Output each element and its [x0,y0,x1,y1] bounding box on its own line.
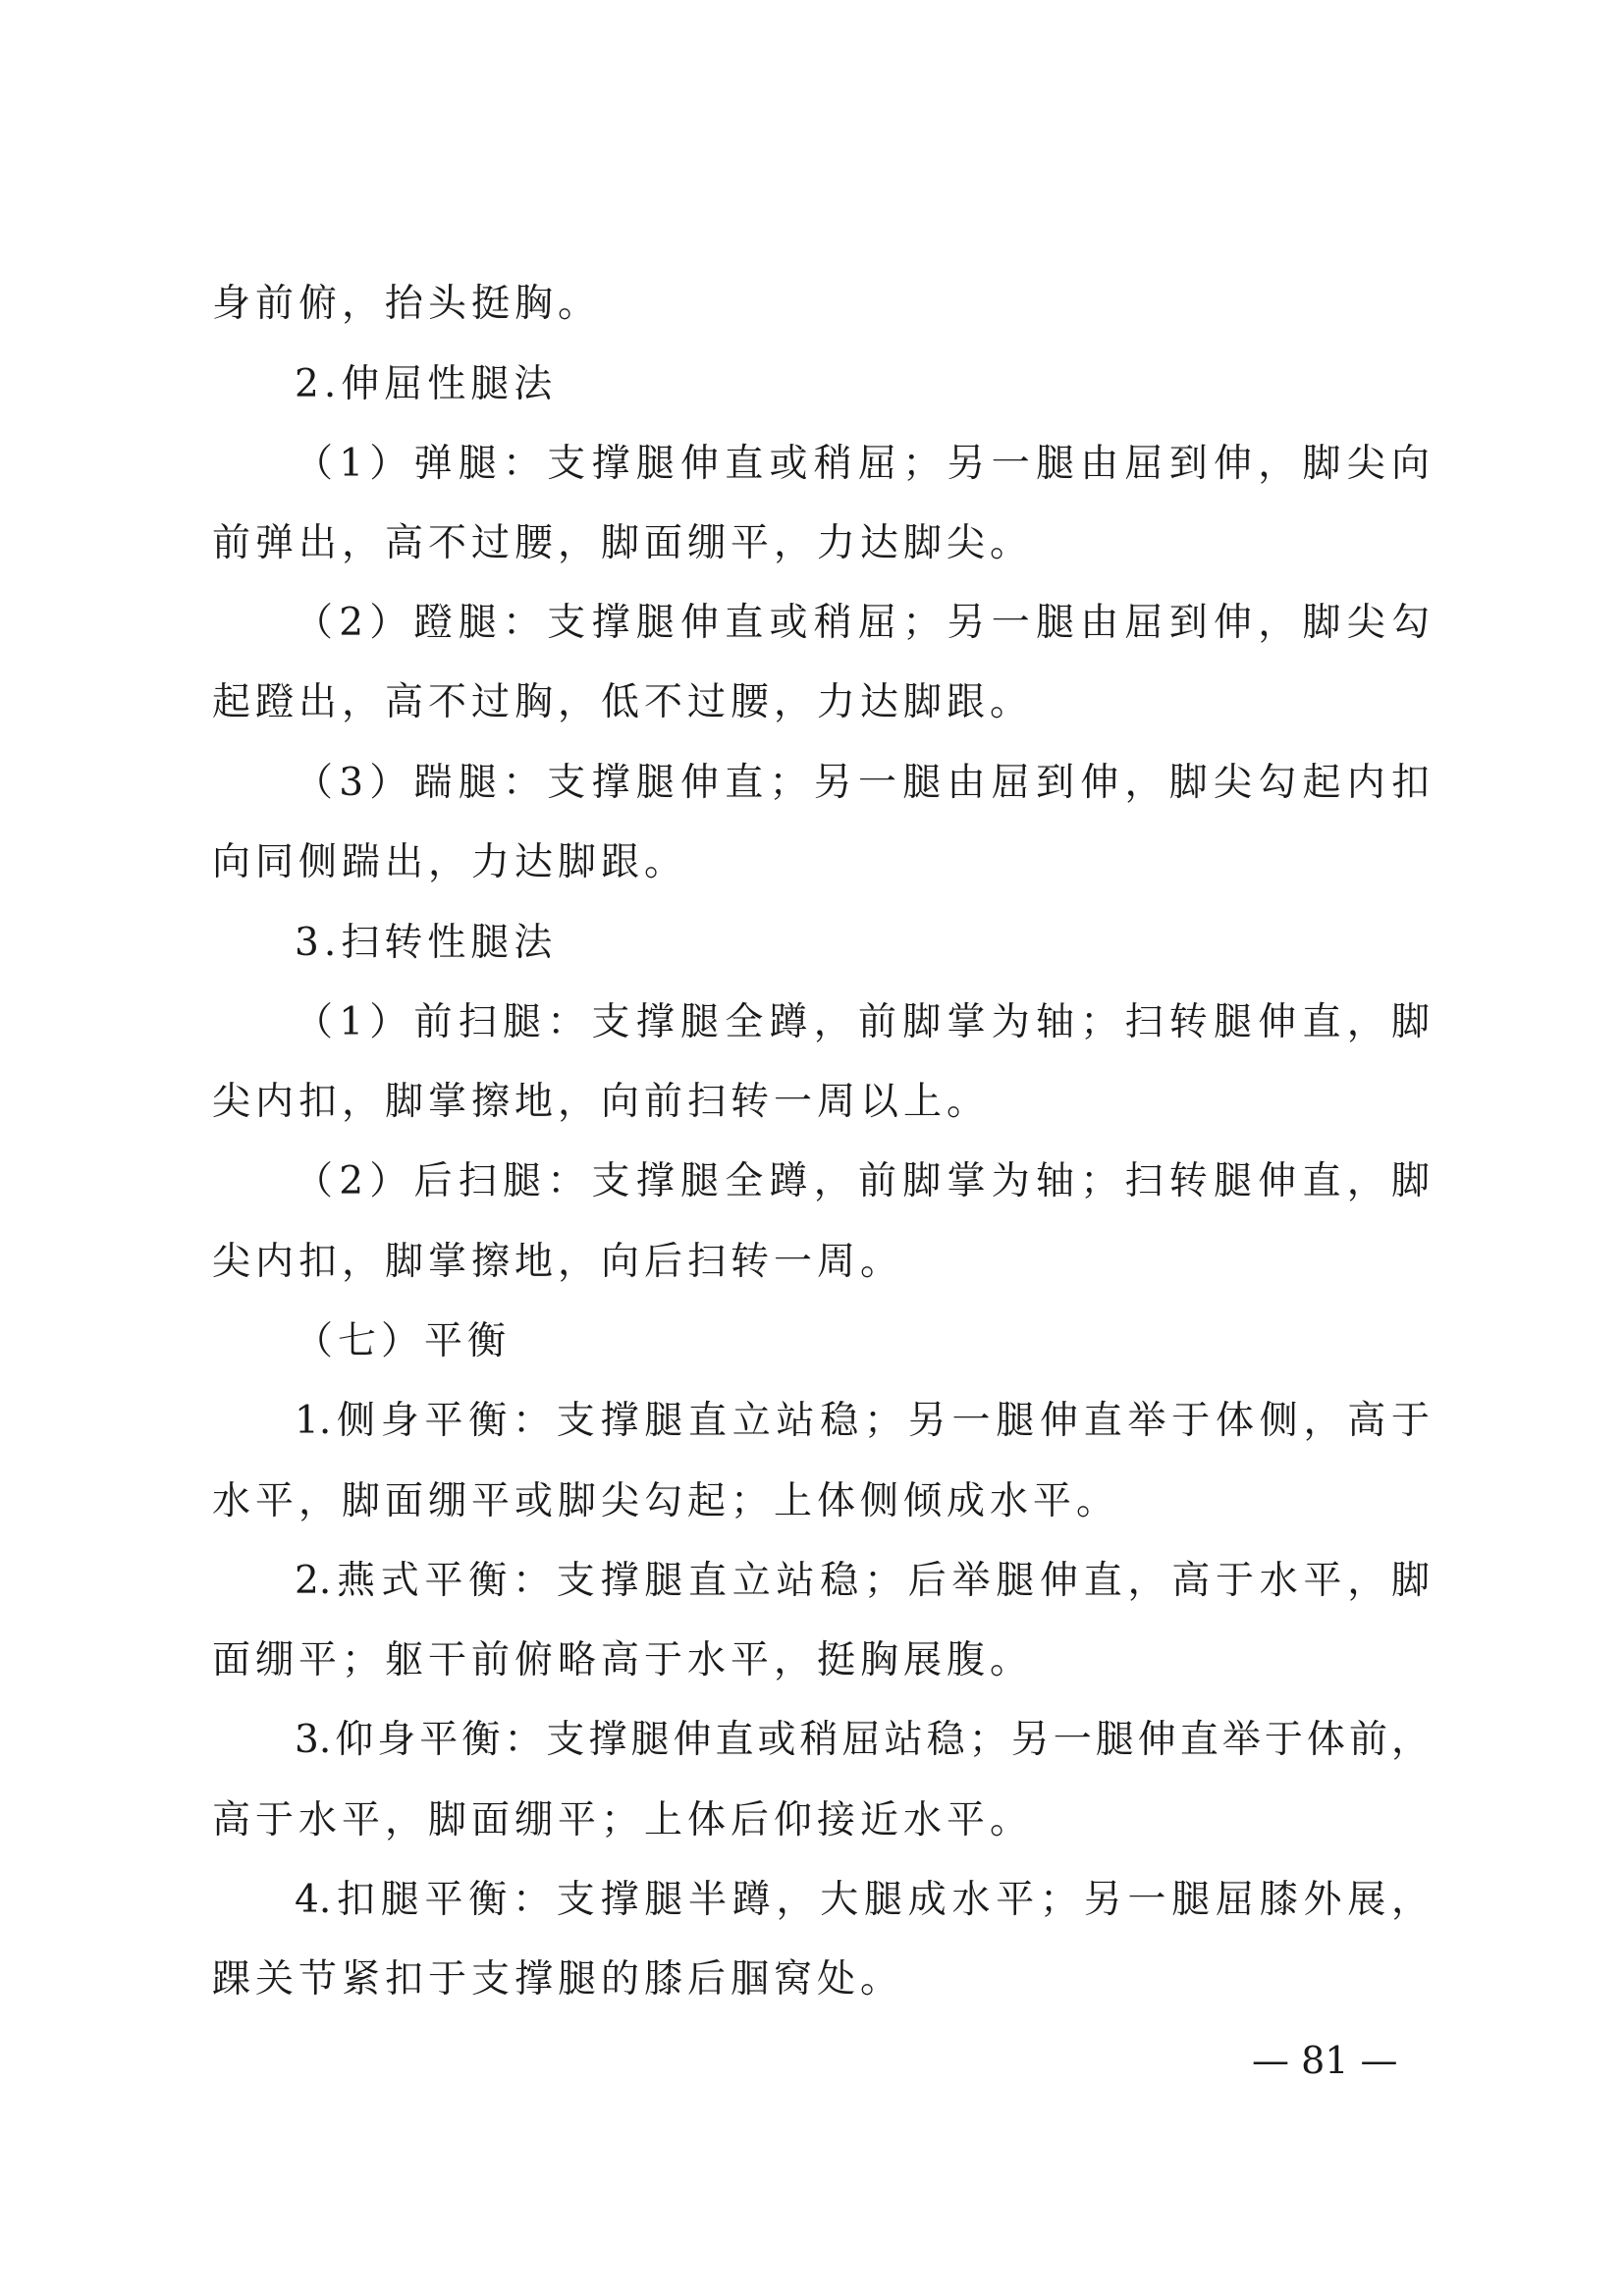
text-line-1: 身前俯，抬头挺胸。 [212,282,602,326]
text-line-5: （2）蹬腿：支撑腿伸直或稍屈；另一腿由屈到伸，脚尖勾 [295,601,1430,645]
text-line-15: 1.侧身平衡：支撑腿直立站稳；另一腿伸直举于体侧，高于 [295,1399,1430,1443]
page-number: — 81 — [1252,2039,1398,2082]
text-line-10: （1）前扫腿：支撑腿全蹲，前脚掌为轴；扫转腿伸直，脚 [295,1000,1430,1044]
text-line-17: 2.燕式平衡：支撑腿直立站稳；后举腿伸直，高于水平，脚 [295,1559,1430,1603]
text-line-6: 起蹬出，高不过胸，低不过腰，力达脚跟。 [212,680,1034,724]
text-line-19: 3.仰身平衡：支撑腿伸直或稍屈站稳；另一腿伸直举于体前， [295,1718,1430,1762]
text-line-21: 4.扣腿平衡：支撑腿半蹲，大腿成水平；另一腿屈膝外展， [295,1878,1430,1922]
text-line-4: 前弹出，高不过腰，脚面绷平，力达脚尖。 [212,521,1034,565]
text-line-12: （2）后扫腿：支撑腿全蹲，前脚掌为轴；扫转腿伸直，脚 [295,1159,1430,1203]
text-line-11: 尖内扣，脚掌擦地，向前扫转一周以上。 [212,1080,991,1124]
text-line-18: 面绷平；躯干前俯略高于水平，挺胸展腹。 [212,1638,1034,1682]
text-line-13: 尖内扣，脚掌擦地，向后扫转一周。 [212,1240,904,1284]
text-line-20: 高于水平，脚面绷平；上体后仰接近水平。 [212,1798,1034,1842]
text-line-8: 向同侧踹出，力达脚跟。 [212,840,688,884]
text-line-14: （七）平衡 [295,1319,512,1363]
text-line-16: 水平，脚面绷平或脚尖勾起；上体侧倾成水平。 [212,1479,1120,1523]
text-line-9: 3.扫转性腿法 [295,921,558,965]
text-line-7: （3）踹腿：支撑腿伸直；另一腿由屈到伸，脚尖勾起内扣 [295,761,1430,805]
text-line-3: （1）弹腿：支撑腿伸直或稍屈；另一腿由屈到伸，脚尖向 [295,442,1430,486]
text-line-2: 2.伸屈性腿法 [295,362,558,406]
text-line-22: 踝关节紧扣于支撑腿的膝后腘窝处。 [212,1957,904,2002]
